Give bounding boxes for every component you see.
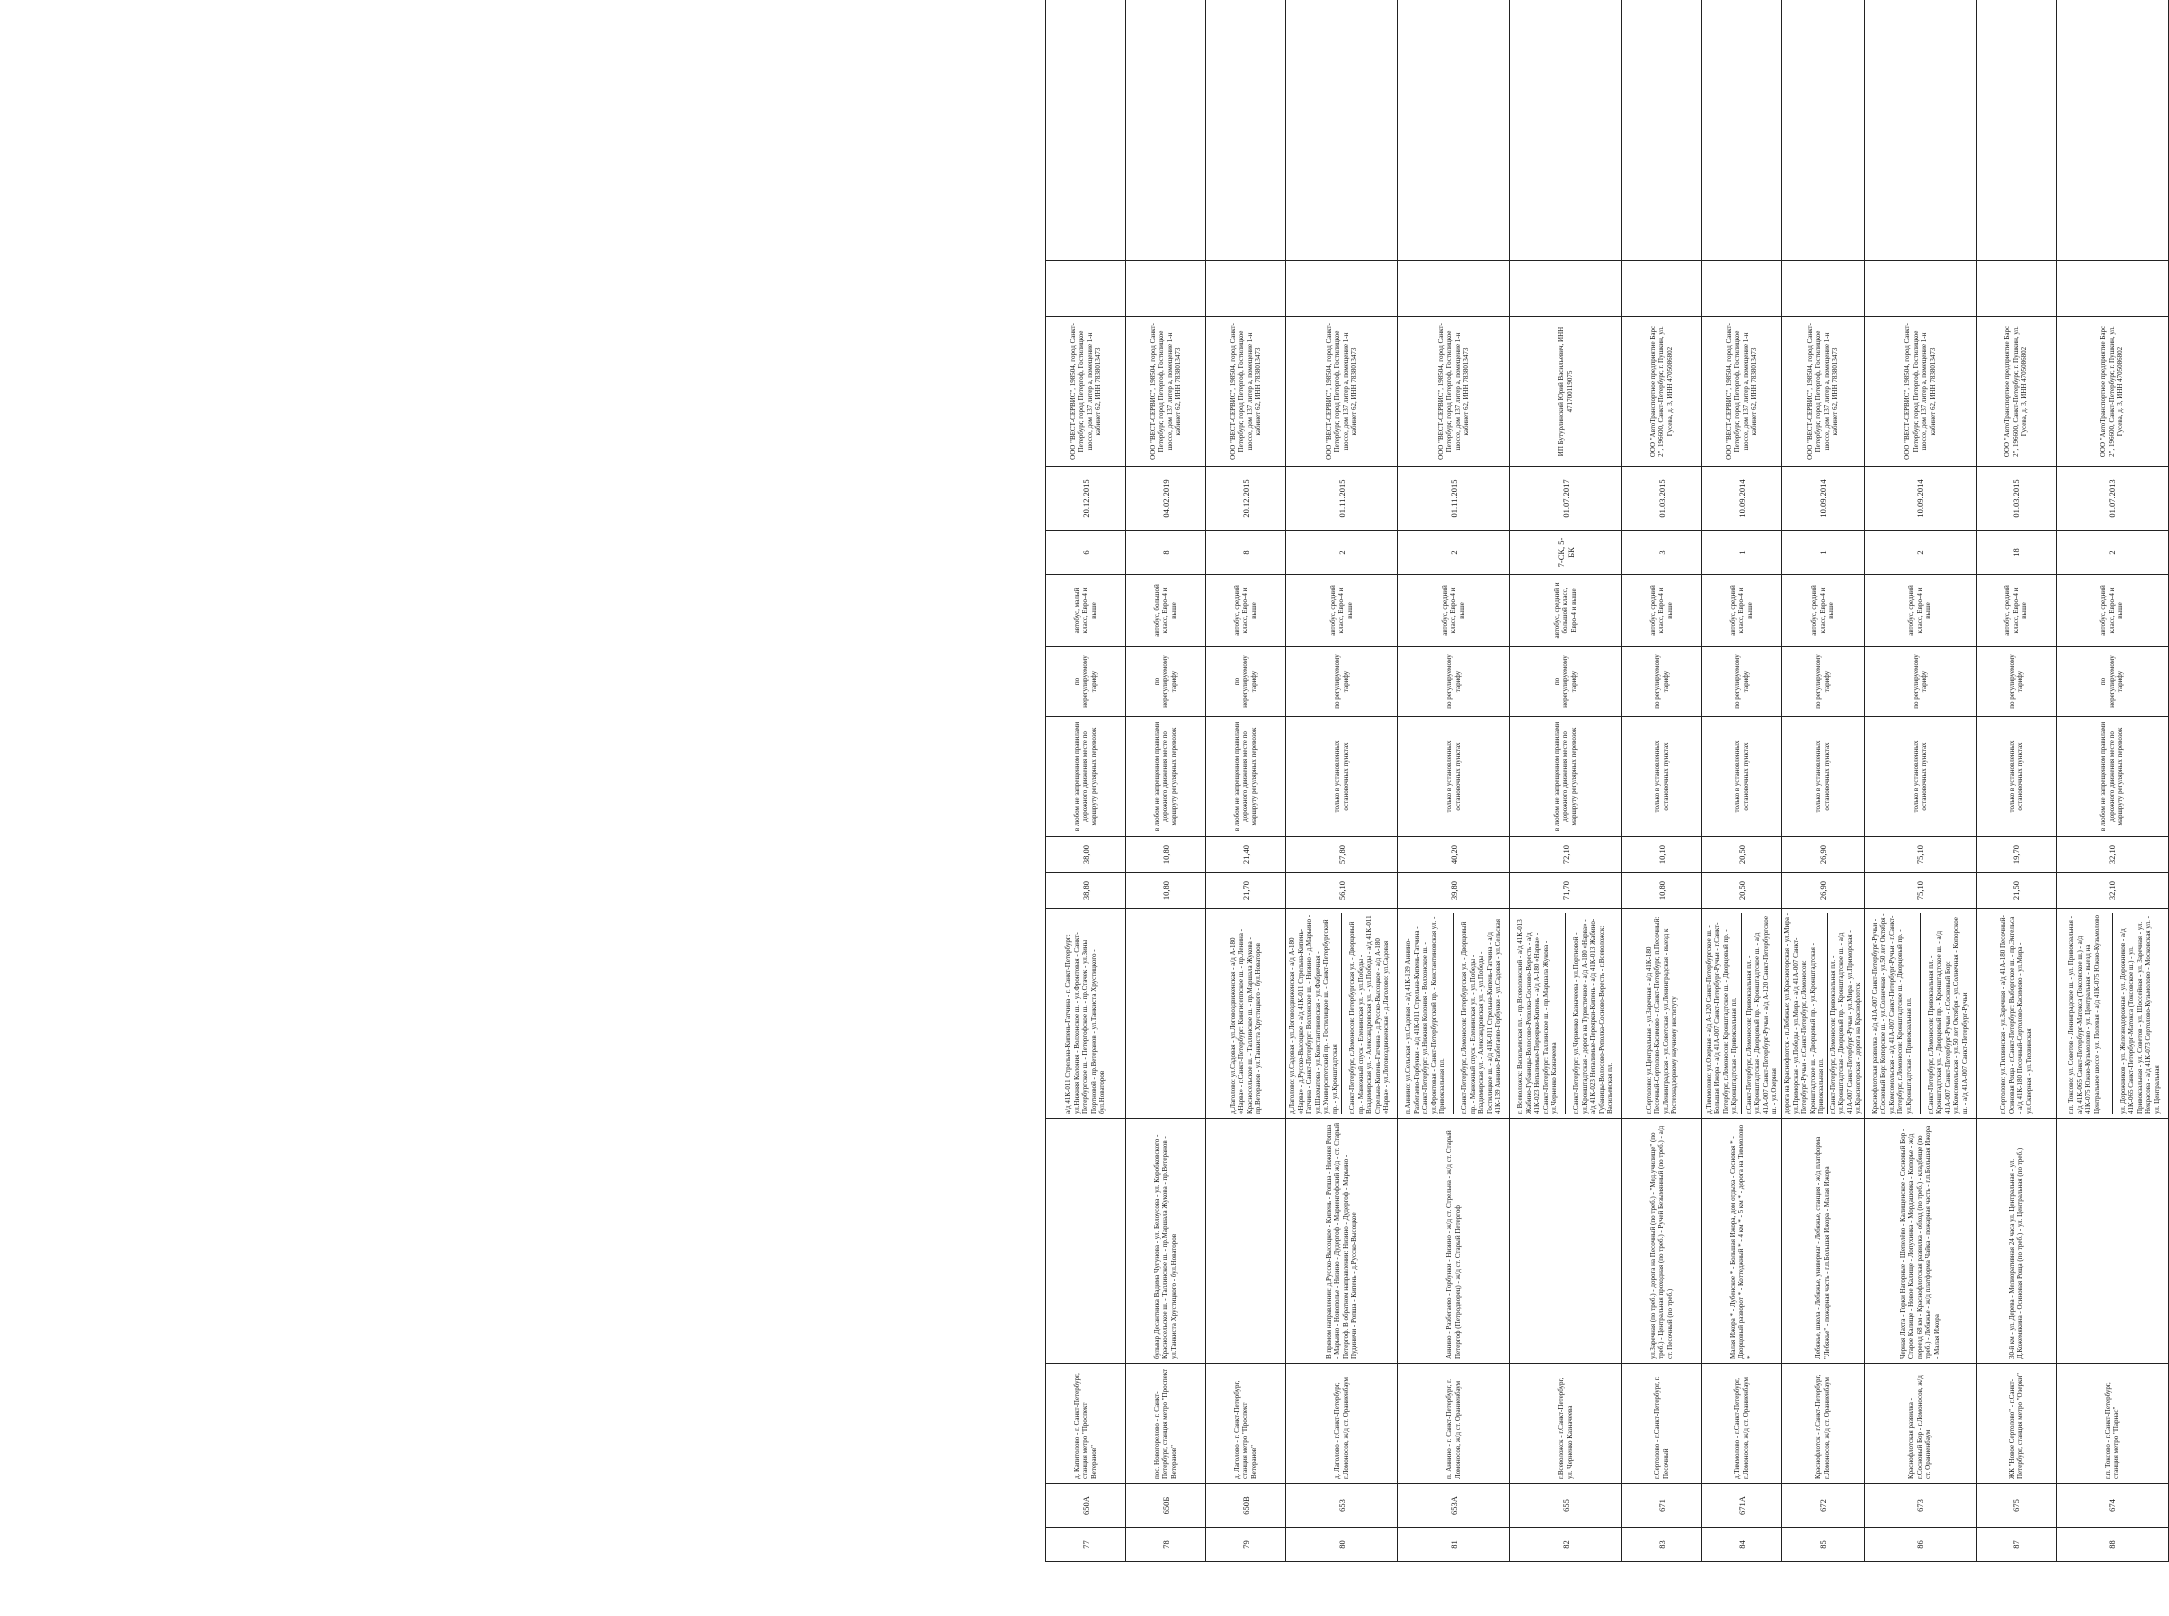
table-row (1046, 0, 1126, 1562)
streets-forward-text: г. Всеволожск: Васильевская пл. - пр.Всеволожский - а/д 41К-013 Жабино-Губаницы-Волосово-Реполка-Сосново-Вересть - а/д 41К-023 Непалимые-Переярки-Кипень - а/д А-180 «Нарва» - г.Санкт-Петербург: Таллинское ш. - пр.Маршала Жукова - ул.Черненко Казначеева (1516, 919, 1559, 1114)
start-date-cell: 01.11.2015 (1398, 467, 1510, 531)
route-number-cell: 673 (1864, 1484, 1976, 1528)
route-number-cell: 655 (1510, 1484, 1622, 1528)
streets-forward-block (1782, 913, 1827, 1114)
carrier-cell: ИП Бутурлинский Юрий Васильевич, ИНН 471700119075 (1510, 317, 1622, 467)
tariff-cell: по регулируемому тарифу (1976, 647, 2056, 717)
empty-cell (2056, 261, 2168, 317)
table-row (1286, 0, 1398, 1562)
route-ends-cell: г.Всеволожск - г.Санкт-Петербург, ул. Черненко Казначеева (1510, 1364, 1622, 1484)
streets-backward-block (1920, 913, 1976, 1114)
carrier-cell: ООО "АвтоТранспортное предприятие Барс 2", 196600, Санкт-Петербург, г. Пушкин, ул. Гусева, д. 3, ИНН 4705086802 (2056, 317, 2168, 467)
streets-cell (1046, 909, 1126, 1119)
streets-split (1865, 913, 1976, 1114)
length-backward-cell: 20,50 (1702, 837, 1782, 873)
empty-cell (1864, 261, 1976, 317)
streets-backward-text: г.Санкт-Петербург: ул.Черненко Казначеева - ул.Портновой - ул.Кронштадтская - дорога на Туристичное - а/д А-180 «Нарва» - а/д 41К-023 Непалимые-Переярки-Кипень - а/д 41К-013 Жабино-Губаницы-Волосово-Реполка-Сосново-Вересть - г.Всеволожск: Васильевская пл. (1572, 918, 1615, 1114)
vehicle-class-cell: автобус, средний класс, Евро-4 и выше (1864, 575, 1976, 647)
notes-cell (1046, 0, 1126, 261)
streets-backward-block (2112, 913, 2168, 1114)
streets-forward-block (1206, 913, 1285, 1114)
streets-cell (1782, 909, 1865, 1119)
tariff-cell: по регулируемому тарифу (1622, 647, 1702, 717)
route-ends-cell: п. Аннино - г. Санкт-Петербург, г. Ломоносов, ж/д ст. Ораниенбаум (1398, 1364, 1510, 1484)
tariff-cell: по нерегулируемому тарифу (1046, 647, 1126, 717)
streets-forward-block (1977, 913, 2056, 1114)
length-backward-cell: 26,90 (1782, 837, 1865, 873)
streets-split (1046, 913, 1125, 1114)
streets-split (1702, 913, 1781, 1114)
streets-forward-text: д.Лаголово: ул.Садовая - ул.Логовоздвиженская - а/д А-180 «Нарва» - г.Санкт-Петербург: Кингисеппское ш. - пр.Ленина - Красносельское ш. - Таллинское ш. - пр.Маршала Жукова - пр.Ветеранов - ул.Танкиста Хрустицкого - бул.Новаторов (1228, 929, 1262, 1114)
notes-cell (1206, 0, 1286, 261)
streets-backward-block (1453, 913, 1509, 1114)
stops-cell (1510, 1119, 1622, 1364)
vehicle-class-cell: автобус, средний класс, Евро-4 и выше (1782, 575, 1865, 647)
route-number-cell: 671А (1702, 1484, 1782, 1528)
stops-cell: 30-й км - ул. Дерева - Мелиоративная 24 часа ул. Центральная - ул. Д.Кожемякина - Осиновая Роща (по треб.) - ул. Центральная (по треб.) (1976, 1119, 2056, 1364)
streets-split (1286, 913, 1397, 1114)
vehicle-count-cell: 6 (1046, 531, 1126, 575)
streets-split (1510, 913, 1621, 1114)
route-number-cell: 650В (1206, 1484, 1286, 1528)
length-forward-cell: 71,70 (1510, 873, 1622, 909)
route-number-cell: 650А (1046, 1484, 1126, 1528)
length-forward-cell: 10,80 (1622, 873, 1702, 909)
streets-split (1206, 913, 1285, 1114)
streets-backward-block (1565, 913, 1621, 1114)
boarding-rule-cell: только в установленных остановочных пунктах (1782, 717, 1865, 837)
stops-cell: Аннино - Разбегаево - Горбунки - Низино - ж/д ст. Стрельна - ж/д ст. Старый Петергоф (Петродворец) - ж/д ст. Старый Петергоф (1398, 1119, 1510, 1364)
table-row (1976, 0, 2056, 1562)
empty-cell (1782, 261, 1865, 317)
empty-cell (1206, 261, 1286, 317)
route-ends-cell: д. Капитолово - г. Санкт-Петербург, станция метро "Проспект Ветеранов" (1046, 1364, 1126, 1484)
table-row (1782, 0, 1865, 1562)
streets-backward-text: г.Санкт-Петербург, г.Ломоносов: Привокзальная пл. - ул.Кронштадтская - Дворцовый пр. - Кронштадтское ш. - а/д 41А-007 Санкт-Петербург-Ручьи - ул.Мира - ул.Приморская - ул.Красногорская - дорога на Краснофлотск (1828, 930, 1862, 1114)
carrier-cell: ООО "ВЕСТ-СЕРВИС", 198504, город Санкт-Петербург, город Петергоф, Гостилицкое шоссе, дом 137 литер а, помещение 1-н кабинет 62, ИНН 7838013473 (1398, 317, 1510, 467)
vehicle-count-cell: 1 (1702, 531, 1782, 575)
empty-cell (1286, 261, 1398, 317)
vehicle-count-cell: 3 (1622, 531, 1702, 575)
vehicle-class-cell: автобус, средний класс, Евро-4 и выше (1206, 575, 1286, 647)
length-forward-cell: 32,10 (2056, 873, 2168, 909)
route-ends-cell: г.Сертолово - г.Санкт-Петербург, г. Песочный (1622, 1364, 1702, 1484)
start-date-cell: 04.02.2019 (1126, 467, 1206, 531)
stops-cell (2056, 1119, 2168, 1364)
route-number-cell: 675 (1976, 1484, 2056, 1528)
vehicle-count-cell: 2 (1286, 531, 1398, 575)
row-number-cell: 81 (1398, 1528, 1510, 1562)
start-date-cell: 10.09.2014 (1864, 467, 1976, 531)
vehicle-class-cell: автобус, средний класс, Евро-4 и выше (1976, 575, 2056, 647)
tariff-cell: по регулируемому тарифу (1398, 647, 1510, 717)
empty-cell (1702, 261, 1782, 317)
vehicle-count-cell: 2 (2056, 531, 2168, 575)
stops-cell: Малая Ижора * - Лубенское * - Большая Ижора, дом отдыха - Сосновая * - Дворцовый разворот * - Коттеджный * - 4 км * - 5 км * - дорога на Тиммолово * (1702, 1119, 1782, 1364)
row-number-cell: 82 (1510, 1528, 1622, 1562)
streets-forward-block (1510, 913, 1565, 1114)
route-ends-cell: Краснофлотск - г.Санкт-Петербург, г.Ломоносов, ж/д ст. Ораниенбаум (1782, 1364, 1865, 1484)
table-row (1864, 0, 1976, 1562)
notes-cell (1510, 0, 1622, 261)
route-ends-cell: пос. Новогорелово - г. Санкт-Петербург, станция метро "Проспект Ветеранов" (1126, 1364, 1206, 1484)
length-backward-cell: 19,70 (1976, 837, 2056, 873)
table-row (1702, 0, 1782, 1562)
streets-forward-block (1046, 913, 1125, 1114)
streets-backward-block (1827, 913, 1864, 1114)
vehicle-count-cell: 1 (1782, 531, 1865, 575)
streets-cell (1206, 909, 1286, 1119)
start-date-cell: 01.07.2017 (1510, 467, 1622, 531)
empty-cell (1398, 261, 1510, 317)
route-ends-cell: Краснофлотская развилка - г.Сосновый Бор - г.Ломоносов, ж/д ст. Ораниенбаум (1864, 1364, 1976, 1484)
route-ends-cell: г.п. Токсово - г.Санкт-Петербург, станция метро "Парнас" (2056, 1364, 2168, 1484)
streets-forward-block (2057, 913, 2112, 1114)
table-row (1622, 0, 1702, 1562)
carrier-cell: ООО "ВЕСТ-СЕРВИС", 198504, город Санкт-Петербург, город Петергоф, Гостилицкое шоссе, дом 137 литер а, помещение 1-н кабинет 62, ИНН 7838013473 (1864, 317, 1976, 467)
streets-forward-text: п.Аннино: ул.Сельская - ул.Садовая - а/д 41К-139 Аннино-Разбегаево-Горбунки - а/д 41К-011 Стрельна-Кипень-Гатчина - г.Санкт-Петербург: ул.Нижняя Колония - Волхонское ш. - ул.Фронтовая - Санкт-Петербургский пр. - Константиновская ул. - Привокзальная пл. (1404, 916, 1447, 1114)
streets-forward-block (1398, 913, 1453, 1114)
streets-forward-text: г.Сертолово: ул.Центральная - ул.Заречная - а/д 41К-180 Песочный-Сертолово-Касимово - г.Санкт-Петербург, п.Песочный: ул.Ленинградская - ул.Советская - ул.Ленинградская - выезд к Ростехнадзорному научному институту (1644, 916, 1678, 1114)
streets-cell (1702, 909, 1782, 1119)
notes-cell (2056, 0, 2168, 261)
notes-cell (1622, 0, 1702, 261)
vehicle-count-cell: 2 (1864, 531, 1976, 575)
boarding-rule-cell: только в установленных остановочных пунктах (1286, 717, 1398, 837)
length-forward-cell: 21,50 (1976, 873, 2056, 909)
vehicle-class-cell: автобус, средний класс, Евро-4 и выше (2056, 575, 2168, 647)
length-backward-cell: 10,80 (1126, 837, 1206, 873)
empty-cell (1510, 261, 1622, 317)
streets-cell (1286, 909, 1398, 1119)
boarding-rule-cell: в любом не запрещенном правилами дорожного движения месте по маршруту регулярных перевозок (2056, 717, 2168, 837)
stops-cell: Лебяжье, школа - Лебяжье, универмаг - Лебяжье, станция - ж/д платформа "Лебяжье" - пожарная часть - г.п.Большая Ижора - Малая Ижора (1782, 1119, 1865, 1364)
streets-backward-text: г.Санкт-Петербург, г.Ломоносов: Привокзальная пл. - ул.Кронштадтская - Дворцовый пр. - Кронштадтское ш. - а/д 41А-007 Санкт-Петербург-Ручьи - а/д А-120 Санкт-Петербургское ш. - ул.Озерная (1744, 916, 1778, 1114)
streets-cell (1622, 909, 1702, 1119)
row-number-cell: 85 (1782, 1528, 1865, 1562)
notes-cell (1864, 0, 1976, 261)
streets-backward-block (1341, 913, 1397, 1114)
row-number-cell: 87 (1976, 1528, 2056, 1562)
row-number-cell: 84 (1702, 1528, 1782, 1562)
vehicle-class-cell: автобус, большой класс, Евро-4 и выше (1126, 575, 1206, 647)
streets-cell (2056, 909, 2168, 1119)
notes-cell (1126, 0, 1206, 261)
tariff-cell: по регулируемому тарифу (1864, 647, 1976, 717)
length-backward-cell: 75,10 (1864, 837, 1976, 873)
streets-split (1622, 913, 1701, 1114)
empty-cell (1126, 261, 1206, 317)
route-ends-cell: д. Лаголово - г. Санкт-Петербург, станция метро "Проспект Ветеранов" (1206, 1364, 1286, 1484)
streets-forward-block (1622, 913, 1701, 1114)
vehicle-class-cell: автобус, средний класс, Евро-4 и выше (1622, 575, 1702, 647)
start-date-cell: 01.03.2015 (1976, 467, 2056, 531)
vehicle-class-cell: автобус, средний класс, Евро-4 и выше (1286, 575, 1398, 647)
streets-forward-block (1702, 913, 1741, 1114)
length-forward-cell: 39,80 (1398, 873, 1510, 909)
route-number-cell: 672 (1782, 1484, 1865, 1528)
tariff-cell: по нерегулируемому тарифу (1206, 647, 1286, 717)
boarding-rule-cell: только в установленных остановочных пунктах (1702, 717, 1782, 837)
notes-cell (1398, 0, 1510, 261)
row-number-cell: 83 (1622, 1528, 1702, 1562)
length-backward-cell: 21,40 (1206, 837, 1286, 873)
vehicle-class-cell: автобус, средний и большой класс, Евро-4 и выше (1510, 575, 1622, 647)
streets-forward-text: а/д 41К-011 Стрельна-Кипень-Гатчина - г. Санкт-Петербург: ул.Нижняя Колония - Волхонское ш. - ул.Фронтовая - Санкт-Петербургское ш. - Петергофское ш. - пр.Стачек - ул.Зины Портновой - пр.Ветеранов - ул.Танкиста Хрустицкого - бул.Новаторов (1064, 932, 1107, 1114)
stops-cell: В прямом направлении: д.Русско-Высоцкое - Кипень - Ропша - Нижняя Ропша - Марьино - Новополье - Низино - Дудергоф - Мариенгофский ж/д - ст. Старый Петергоф. В обратном направлении: Низино - Дудергоф - Марьино - Пудиничи - Ропша - Кипень - д.Русско-Высоцкое (1286, 1119, 1398, 1364)
streets-forward-text: д.Тиммолово: ул.Озерная - а/д А-120 Санкт-Петербургское ш. - Большая Ижора - а/д 41А-007 Санкт-Петербург-Ручьи - г.Санкт-Петербург, г.Ломоносов: Кронштадтское ш. - Дворцовый пр. - ул.Кронштадтская - Привокзальная пл. (1704, 922, 1738, 1114)
empty-cell (1046, 261, 1126, 317)
stops-cell (1046, 1119, 1126, 1364)
start-date-cell: 01.07.2013 (2056, 467, 2168, 531)
table-row (1510, 0, 1622, 1562)
length-backward-cell: 57,80 (1286, 837, 1398, 873)
streets-split (2057, 913, 2168, 1114)
boarding-rule-cell: в любом не запрещенном правилами дорожного движения месте по маршруту регулярных перевозок (1206, 717, 1286, 837)
start-date-cell: 20.12.2015 (1206, 467, 1286, 531)
boarding-rule-cell: только в установленных остановочных пунктах (1398, 717, 1510, 837)
streets-backward-text: г.Санкт-Петербург, г.Ломоносов: Петербургская ул. - Дворцовый пр. - Манежный спуск - Еленинская ул. - ул.Победы - Владимирская ул. - Александровская ул. - ул.Победы - а/д 41К-011 Стрельна-Кипень-Гатчина - д.Русско-Высоцкое - а/д А-180 «Нарва» - ул.Логовоздвиженская - д.Лаголово: ул.Садовая (1348, 915, 1391, 1114)
row-number-cell: 86 (1864, 1528, 1976, 1562)
length-backward-cell: 72,10 (1510, 837, 1622, 873)
vehicle-count-cell: 8 (1126, 531, 1206, 575)
vehicle-class-cell: автобус, малый класс, Евро-4 и выше (1046, 575, 1126, 647)
row-number-cell: 77 (1046, 1528, 1126, 1562)
boarding-rule-cell: только в установленных остановочных пунктах (1864, 717, 1976, 837)
stops-cell: ул.Заречная (по треб.) - дорога на Песочный (по треб.) - "Мед.училище" (по треб.) - Центральная проходная (по треб.) - Ручей Безымянный (по треб.) - а/д ст. Песочный (по треб.) (1622, 1119, 1702, 1364)
boarding-rule-cell: в любом не запрещенном правилами дорожного движения месте по маршруту регулярных перевозок (1046, 717, 1126, 837)
boarding-rule-cell: только в установленных остановочных пунктах (1622, 717, 1702, 837)
tariff-cell: по нерегулируемому тарифу (1510, 647, 1622, 717)
tariff-cell: по регулируемому тарифу (1782, 647, 1865, 717)
tariff-cell: по регулируемому тарифу (1702, 647, 1782, 717)
carrier-cell: ООО "ВЕСТ-СЕРВИС", 198504, город Санкт-Петербург, город Петергоф, Гостилицкое шоссе, дом 137 литер а, помещение 1-н кабинет 62, ИНН 7838013473 (1286, 317, 1398, 467)
start-date-cell: 01.03.2015 (1622, 467, 1702, 531)
table-row (1126, 0, 1206, 1562)
table-row (1398, 0, 1510, 1562)
streets-backward-text: г.Санкт-Петербург, г.Ломоносов: Петербургская ул. - Дворцовый пр. - Манежный спуск - Еленинская ул. - ул.Победы - Владимирская ул. - Александровская ул. - ул.Победы - Гостилицкое ш. - а/д 41К-011 Стрельна-Кипень-Гатчина - а/д 41К-139 Аннино-Разбегаево-Горбунки - ул.Садовая - ул.Сельская (1460, 919, 1503, 1114)
vehicle-class-cell: автобус, средний класс, Евро-4 и выше (1702, 575, 1782, 647)
carrier-cell: ООО "АвтоТранспортное предприятие Барс 2", 196600, Санкт-Петербург, г. Пушкин, ул. Гусева, д. 3, ИНН 4705086802 (1622, 317, 1702, 467)
start-date-cell: 10.09.2014 (1782, 467, 1865, 531)
table-row (1206, 0, 1286, 1562)
length-backward-cell: 32,10 (2056, 837, 2168, 873)
streets-forward-text: Краснофлотская развилка - а/д 41А-007 Санкт-Петербург-Ручьи - г.Сосновый Бор: Копорское ш. - ул.Солнечная - ул.50 лет Октября - ул.Комсомольская - а/д 41А-007 Санкт-Петербург-Ручьи - г.Санкт-Петербург, г.Ломоносов: Кронштадтское ш. - Дворцовый пр. - ул.Кронштадтская - Привокзальная пл. (1870, 913, 1913, 1114)
streets-backward-text: г.Санкт-Петербург, г.Ломоносов: Привокзальная пл. - Кронштадтская ул. - Дворцовый пр. - Кронштадтское ш. - а/д 41А-007 Санкт-Петербург-Ручьи - г.Сосновый Бор: ул.Комсомольская - ул.50 лет Октября - ул.Солнечная - Копорское ш. - а/д 41А-007 Санкт-Петербург-Ручьи (1926, 917, 1969, 1114)
length-forward-cell: 20,50 (1702, 873, 1782, 909)
boarding-rule-cell: в любом не запрещенном правилами дорожного движения месте по маршруту регулярных перевозок (1126, 717, 1206, 837)
tariff-cell: по нерегулируемому тарифу (2056, 647, 2168, 717)
vehicle-count-cell: 2 (1398, 531, 1510, 575)
routes-table (1045, 0, 2169, 1562)
streets-forward-block (1126, 913, 1205, 1114)
streets-forward-block (1865, 913, 1920, 1114)
length-forward-cell: 75,10 (1864, 873, 1976, 909)
stops-cell (1206, 1119, 1286, 1364)
table-row (2056, 0, 2168, 1562)
boarding-rule-cell: в любом не запрещенном правилами дорожного движения месте по маршруту регулярных перевозок (1510, 717, 1622, 837)
carrier-cell: ООО "ВЕСТ-СЕРВИС", 198504, город Санкт-Петербург, город Петергоф, Гостилицкое шоссе, дом 137 литер а, помещение 1-н кабинет 62, ИНН 7838013473 (1206, 317, 1286, 467)
streets-split (1977, 913, 2056, 1114)
tariff-cell: по нерегулируемому тарифу (1126, 647, 1206, 717)
route-number-cell: 653А (1398, 1484, 1510, 1528)
carrier-cell: ООО "ВЕСТ-СЕРВИС", 198504, город Санкт-Петербург, город Петергоф, Гостилицкое шоссе, дом 137 литер а, помещение 1-н кабинет 62, ИНН 7838013473 (1782, 317, 1865, 467)
streets-forward-text: г.п. Токсово: ул. Советов - Ленинградское ш. - ул. Привокзальная - а/д 41К-065 Санкт-Петербург-Матокса (Токсовское ш.) - а/д 41К-075 Южно-Кузьмолово - ул. Центральная - выезд на Центральное шоссе - ул. Полевая - а/д 41К-075 Южно-Кузьмолово (2067, 914, 2101, 1114)
streets-cell (1398, 909, 1510, 1119)
length-backward-cell: 40,20 (1398, 837, 1510, 873)
streets-cell (1976, 909, 2056, 1119)
streets-backward-text: ул. Дорожников - ул. Железнодорожная - ул. Дорожников - а/д 41К-065 Санкт-Петербург-Матокса (Токсовское ш.) - ул. Привокзальная - ул. Советов - ул. Шоссейная - ул. Заречная - ул. Некрасова - а/д 41К-073 Сертолово-Кузьмолово - Московская ул. - ул. Центральная (2118, 916, 2161, 1114)
carrier-cell: ООО "ВЕСТ-СЕРВИС", 198504, город Санкт-Петербург, город Петергоф, Гостилицкое шоссе, дом 137 литер а, помещение 1-н кабинет 62, ИНН 7838013473 (1702, 317, 1782, 467)
boarding-rule-cell: только в установленных остановочных пунктах (1976, 717, 2056, 837)
vehicle-count-cell: 7-СК, 5-БК (1510, 531, 1622, 575)
streets-split (1126, 913, 1205, 1114)
length-forward-cell: 38,80 (1046, 873, 1126, 909)
rotated-table-wrapper (1045, 0, 2161, 1562)
length-forward-cell: 21,70 (1206, 873, 1286, 909)
vehicle-class-cell: автобус, средний класс, Евро-4 и выше (1398, 575, 1510, 647)
carrier-cell: ООО "ВЕСТ-СЕРВИС", 198504, город Санкт-Петербург, город Петергоф, Гостилицкое шоссе, дом 137 литер а, помещение 1-н кабинет 62, ИНН 7838013473 (1046, 317, 1126, 467)
stops-cell: Черная Лахта - Горки Нагорные - Шепелёво - Калищенское - Сосновый Бор - Старое Калище - Новое Калище - Лопухинка - Мордашовка - Копорье - ж/д переезд 68 км - Краснофлотская развилка - обход (по треб.) - кладбище (по треб.) - Лебяжье - ж/д платформа Чайка - пожарная часть - г.п.Большая Ижора - Малая Ижора (1864, 1119, 1976, 1364)
stops-cell: бульвар Десантника Вадима Чугунова - ул. Белоусова - ул. Коробковского - Красносельское ш. - Таллинское ш. - пр.Маршала Жукова - пр.Ветеранов - ул.Танкиста Хрустицкого - бул.Новаторов (1126, 1119, 1206, 1364)
length-backward-cell: 38,00 (1046, 837, 1126, 873)
streets-split (1398, 913, 1509, 1114)
empty-cell (1976, 261, 2056, 317)
streets-forward-text: дорога на Краснофлотск - п.Лебяжье: ул.Красногорская - ул.Мира - ул.Приморская - ул.Победы - ул.Мира - а/д 41А-007 Санкт-Петербург-Ручьи - г.Санкт-Петербург, г.Ломоносов: Кронштадтское ш. - Дворцовый пр. - ул.Кронштадтская - Привокзальная пл. (1783, 913, 1825, 1114)
empty-cell (1622, 261, 1702, 317)
length-forward-cell: 56,10 (1286, 873, 1398, 909)
route-ends-cell: д.Тиммолово - г.Санкт-Петербург, г.Ломоносов, ж/д ст. Ораниенбаум (1702, 1364, 1782, 1484)
start-date-cell: 10.09.2014 (1702, 467, 1782, 531)
start-date-cell: 01.11.2015 (1286, 467, 1398, 531)
start-date-cell: 20.12.2015 (1046, 467, 1126, 531)
length-forward-cell: 10,80 (1126, 873, 1206, 909)
streets-cell (1126, 909, 1206, 1119)
vehicle-count-cell: 18 (1976, 531, 2056, 575)
route-number-cell: 653 (1286, 1484, 1398, 1528)
route-number-cell: 650Б (1126, 1484, 1206, 1528)
notes-cell (1782, 0, 1865, 261)
row-number-cell: 80 (1286, 1528, 1398, 1562)
row-number-cell: 88 (2056, 1528, 2168, 1562)
streets-cell (1864, 909, 1976, 1119)
notes-cell (1702, 0, 1782, 261)
carrier-cell: ООО "АвтоТранспортное предприятие Барс 2", 196600, Санкт-Петербург, г. Пушкин, ул. Гусева, д. 3, ИНН 4705086802 (1976, 317, 2056, 467)
notes-cell (1286, 0, 1398, 261)
length-backward-cell: 10,10 (1622, 837, 1702, 873)
row-number-cell: 79 (1206, 1528, 1286, 1562)
streets-backward-block (1741, 913, 1781, 1114)
route-number-cell: 671 (1622, 1484, 1702, 1528)
route-ends-cell: д. Лаголово - г.Санкт-Петербург, г.Ломоносов, ж/д ст. Ораниенбаум (1286, 1364, 1398, 1484)
length-forward-cell: 26,90 (1782, 873, 1865, 909)
streets-forward-text: д.Лаголово: ул.Садовая - ул.Логовоздвиженская - а/д А-180 «Нарва» - д.Русско-Высоцкое - а/д 41К-011 Стрельна-Кипень-Гатчина - Санкт-Петербург: Волхонское ш. - Низино - д.Марьино - ул.Шахматова - ул.Константиновская - ул.Фабричная - ул.Университетский пр. - Гостилицкое ш. - Санкт-Петербургский пр. - ул.Кронштадтская (1288, 914, 1339, 1114)
row-number-cell: 78 (1126, 1528, 1206, 1562)
streets-split (1782, 913, 1864, 1114)
streets-forward-block (1286, 913, 1341, 1114)
route-number-cell: 674 (2056, 1484, 2168, 1528)
carrier-cell: ООО "ВЕСТ-СЕРВИС", 198504, город Санкт-Петербург, город Петергоф, Гостилицкое шоссе, дом 137 литер а, помещение 1-н кабинет 62, ИНН 7838013473 (1126, 317, 1206, 467)
streets-cell (1510, 909, 1622, 1119)
notes-cell (1976, 0, 2056, 261)
vehicle-count-cell: 8 (1206, 531, 1286, 575)
route-ends-cell: ЖК "Новое Сертолово" - г.Санкт-Петербург, станция метро "Озерки" (1976, 1364, 2056, 1484)
streets-forward-text: г.Сертолово: ул.Тихвинская - ул.Заречная - а/д 41А-180 Песочный-Осиновая Роща - г.Санкт-Петербург: Выборгское ш. - пр.Энгельса - а/д 41К-180 Песочный-Сертолово-Касимово - ул.Мира - ул.Скверная - ул.Тихвинская (1999, 915, 2033, 1114)
tariff-cell: по регулируемому тарифу (1286, 647, 1398, 717)
